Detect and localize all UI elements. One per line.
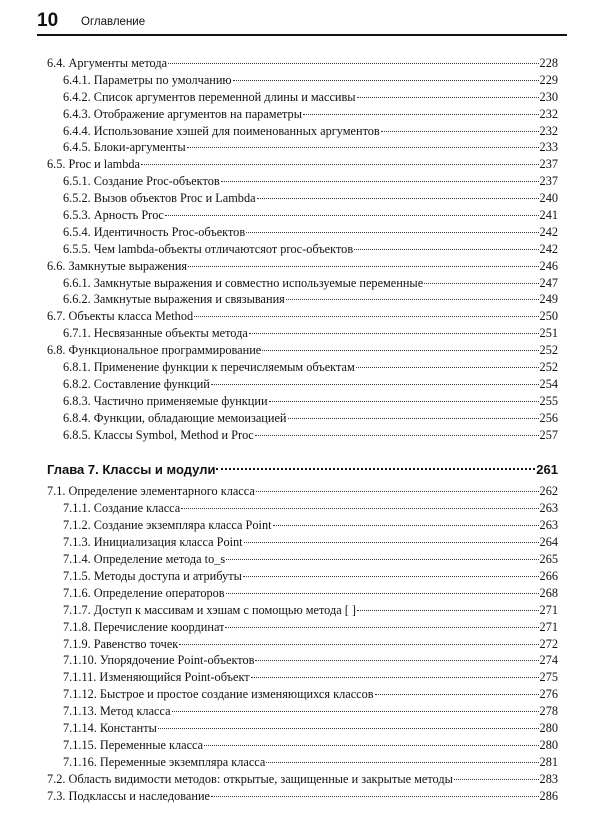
toc-section-chapter-7: [47, 483, 558, 804]
toc-entry-title: 7.1.10. Упорядочение Point-объектов: [63, 653, 255, 668]
toc-entry-title: 6.8. Функциональное программирование: [47, 343, 262, 358]
toc-entry-page: 228: [539, 56, 558, 70]
toc-entry[interactable]: [47, 123, 558, 140]
toc-entry[interactable]: [47, 342, 558, 359]
toc-entry-page: 252: [539, 360, 558, 375]
toc-entry[interactable]: [47, 551, 558, 568]
toc-dot-leader: [204, 745, 538, 746]
toc-entry-title: 7.1.1. Создание класса: [63, 501, 181, 516]
toc-entry[interactable]: [47, 224, 558, 241]
toc-entry-page: 272: [539, 636, 558, 651]
toc-entry-title: 7.1.8. Перечисление координат: [63, 619, 225, 634]
toc-entry-page: 271: [539, 619, 558, 634]
toc-entry[interactable]: [47, 534, 558, 551]
toc-section-chapter-6: [47, 55, 558, 443]
toc-entry[interactable]: [47, 291, 558, 308]
toc-chapter-page: 261: [536, 462, 558, 478]
toc-entry[interactable]: [47, 669, 558, 686]
page-header: [37, 10, 567, 36]
toc-entry-title: 7.1.16. Переменные экземпляра класса: [63, 754, 266, 769]
toc-entry-title: 7.1. Определение элементарного класса: [47, 484, 255, 499]
toc-entry-page: 278: [539, 704, 558, 719]
toc-dot-leader: [257, 198, 539, 199]
toc-dot-leader: [172, 711, 539, 712]
toc-entry[interactable]: [47, 258, 558, 275]
toc-entry-title: 7.1.4. Определение метода to_s: [63, 552, 226, 567]
toc-entry-page: 280: [539, 720, 558, 735]
toc-entry-page: 274: [539, 653, 558, 668]
toc-dot-leader: [243, 576, 539, 577]
toc-entry-title: 6.4.1. Параметры по умолчанию: [63, 72, 232, 87]
toc-dot-leader: [179, 644, 538, 645]
toc-dot-leader: [226, 559, 538, 560]
toc-dot-leader: [244, 542, 539, 543]
toc-dot-leader: [168, 63, 538, 64]
toc-entry[interactable]: [47, 788, 558, 805]
toc-entry-title: 6.4.5. Блоки-аргументы: [63, 140, 186, 155]
toc-entry-page: 252: [539, 343, 558, 358]
toc-entry-page: 232: [539, 123, 558, 138]
toc-entry-title: 6.6. Замкнутые выражения: [47, 258, 188, 273]
toc-dot-leader: [233, 80, 539, 81]
toc-dot-leader: [273, 525, 539, 526]
toc-entry-page: 262: [539, 484, 558, 499]
page-number: 10: [37, 10, 59, 31]
toc-dot-leader: [165, 215, 539, 216]
toc-entry[interactable]: [47, 207, 558, 224]
toc-entry-page: 246: [539, 258, 558, 273]
toc-entry[interactable]: [47, 585, 558, 602]
toc-entry[interactable]: [47, 483, 558, 500]
toc-entry-page: 266: [539, 568, 558, 583]
toc-entry-page: 281: [539, 754, 558, 769]
toc-dot-leader: [216, 468, 535, 470]
toc-entry-title: 7.1.15. Переменные класса: [63, 737, 204, 752]
toc-entry[interactable]: [47, 517, 558, 534]
toc-entry[interactable]: [47, 602, 558, 619]
toc-entry-title: 6.5.1. Создание Proc-объектов: [63, 174, 220, 189]
toc-dot-leader: [255, 435, 539, 436]
toc-entry-page: 233: [539, 140, 558, 155]
toc-dot-leader: [354, 249, 538, 250]
toc-dot-leader: [256, 491, 539, 492]
toc-entry-page: 263: [539, 501, 558, 516]
toc-entry-title: 6.7. Объекты класса Method: [47, 309, 194, 324]
toc-entry[interactable]: [47, 139, 558, 156]
toc-chapter-title: Глава 7. Классы и модули: [47, 462, 216, 478]
toc-entry-title: 6.5.3. Арность Proc: [63, 208, 164, 223]
toc-entry-page: 264: [539, 535, 558, 550]
toc-entry-title: 6.8.1. Применение функции к перечисляемым объектам: [63, 360, 355, 375]
toc-dot-leader: [286, 299, 539, 300]
toc-dot-leader: [269, 401, 539, 402]
toc-dot-leader: [356, 367, 539, 368]
toc-entry-page: 251: [539, 326, 558, 341]
toc-dot-leader: [251, 677, 539, 678]
toc-entry-page: 237: [539, 157, 558, 172]
running-title: Оглавление: [81, 16, 146, 28]
toc-entry[interactable]: [47, 619, 558, 636]
toc-entry-page: 247: [539, 275, 558, 290]
toc-entry-title: 6.5.4. Идентичность Proc-объектов: [63, 224, 246, 239]
toc-entry-title: 6.4.3. Отображение аргументов на параметры: [63, 106, 302, 121]
toc-entry[interactable]: [47, 771, 558, 788]
toc-entry-page: 229: [539, 72, 558, 87]
toc-entry-title: 6.5.2. Вызов объектов Proc и Lambda: [63, 191, 256, 206]
toc-entry-page: 254: [539, 376, 558, 391]
toc-entry[interactable]: [47, 754, 558, 771]
toc-dot-leader: [288, 418, 539, 419]
toc-entry-page: 241: [539, 208, 558, 223]
toc-entry-title: 6.7.1. Несвязанные объекты метода: [63, 326, 248, 341]
toc-entry[interactable]: [47, 173, 558, 190]
toc-entry-title: 7.1.13. Метод класса: [63, 704, 171, 719]
toc-entry-title: 6.6.2. Замкнутые выражения и связывания: [63, 292, 285, 307]
toc-entry[interactable]: [47, 55, 558, 72]
toc-entry-page: 283: [539, 771, 558, 786]
toc-entry[interactable]: [47, 568, 558, 585]
toc-dot-leader: [187, 147, 539, 148]
toc-entry-page: 240: [539, 191, 558, 206]
toc-dot-leader: [158, 728, 539, 729]
toc-entry-title: 7.3. Подклассы и наследование: [47, 788, 210, 803]
toc-entry-title: 6.4.2. Список аргументов переменной длины и массивы: [63, 89, 356, 104]
toc-dot-leader: [246, 232, 538, 233]
toc-dot-leader: [266, 762, 538, 763]
toc-entry-page: 280: [539, 737, 558, 752]
toc-entry-page: 286: [539, 788, 558, 803]
toc-dot-leader: [255, 660, 538, 661]
toc-entry[interactable]: [47, 89, 558, 106]
toc-dot-leader: [424, 283, 538, 284]
toc-entry[interactable]: [47, 359, 558, 376]
toc-entry[interactable]: [47, 737, 558, 754]
toc-entry-page: 268: [539, 585, 558, 600]
toc-chapter-heading[interactable]: [47, 461, 558, 479]
toc-entry[interactable]: [47, 427, 558, 444]
toc-entry-title: 6.4.4. Использование хэшей для поименованных аргументов: [63, 123, 380, 138]
toc-entry[interactable]: [47, 241, 558, 258]
toc-entry[interactable]: [47, 190, 558, 207]
toc-dot-leader: [357, 97, 539, 98]
toc-entry-page: 242: [539, 224, 558, 239]
toc-entry[interactable]: [47, 156, 558, 173]
toc-entry-title: 6.8.5. Классы Symbol, Method и Proc: [63, 427, 254, 442]
table-of-contents: [47, 55, 558, 804]
toc-entry[interactable]: [47, 703, 558, 720]
toc-dot-leader: [375, 694, 539, 695]
toc-entry[interactable]: [47, 72, 558, 89]
toc-entry[interactable]: [47, 393, 558, 410]
toc-entry-page: 263: [539, 518, 558, 533]
toc-entry-title: 7.1.5. Методы доступа и атрибуты: [63, 568, 242, 583]
toc-dot-leader: [211, 384, 539, 385]
toc-entry-title: 6.4. Аргументы метода: [47, 56, 168, 70]
toc-entry-title: 6.6.1. Замкнутые выражения и совместно используемые переменные: [63, 275, 424, 290]
toc-entry-page: 276: [539, 687, 558, 702]
toc-entry[interactable]: [47, 652, 558, 669]
toc-entry-page: 265: [539, 552, 558, 567]
toc-dot-leader: [211, 796, 539, 797]
toc-dot-leader: [454, 779, 539, 780]
toc-dot-leader: [225, 627, 538, 628]
toc-dot-leader: [188, 266, 538, 267]
toc-entry-page: 230: [539, 89, 558, 104]
toc-entry-title: 7.2. Область видимости методов: открытые, защищенные и закрытые методы: [47, 771, 453, 786]
toc-entry-title: 7.1.12. Быстрое и простое создание изменяющихся классов: [63, 687, 374, 702]
toc-entry-title: 7.1.11. Изменяющийся Point-объект: [63, 670, 250, 685]
toc-entry[interactable]: [47, 410, 558, 427]
toc-entry-page: 242: [539, 241, 558, 256]
toc-entry[interactable]: [47, 686, 558, 703]
toc-dot-leader: [226, 593, 539, 594]
toc-entry-title: 6.8.3. Частично применяемые функции: [63, 393, 268, 408]
toc-entry[interactable]: [47, 106, 558, 123]
toc-entry-page: 255: [539, 393, 558, 408]
toc-entry-title: 7.1.9. Равенство точек: [63, 636, 179, 651]
toc-dot-leader: [249, 333, 539, 334]
toc-entry-page: 232: [539, 106, 558, 121]
toc-entry-page: 237: [539, 174, 558, 189]
toc-entry[interactable]: [47, 720, 558, 737]
toc-dot-leader: [381, 131, 539, 132]
toc-entry-title: 7.1.6. Определение операторов: [63, 585, 225, 600]
toc-dot-leader: [221, 181, 539, 182]
toc-entry-title: 7.1.14. Константы: [63, 720, 157, 735]
toc-entry-title: 7.1.7. Доступ к массивам и хэшам с помощью метода [ ]: [63, 602, 357, 617]
toc-dot-leader: [262, 350, 538, 351]
toc-dot-leader: [194, 316, 538, 317]
toc-entry-title: 7.1.2. Создание экземпляра класса Point: [63, 518, 272, 533]
toc-entry-page: 275: [539, 670, 558, 685]
toc-entry-page: 256: [539, 410, 558, 425]
toc-entry[interactable]: [47, 275, 558, 292]
toc-entry-title: 7.1.3. Инициализация класса Point: [63, 535, 243, 550]
toc-entry-page: 249: [539, 292, 558, 307]
toc-entry[interactable]: [47, 325, 558, 342]
toc-dot-leader: [141, 164, 539, 165]
toc-entry-title: 6.8.4. Функции, обладающие мемоизацией: [63, 410, 287, 425]
toc-entry[interactable]: [47, 500, 558, 517]
toc-entry-title: 6.5. Proc и lambda: [47, 157, 140, 172]
toc-entry[interactable]: [47, 376, 558, 393]
toc-entry-title: 6.8.2. Составление функций: [63, 376, 210, 391]
toc-dot-leader: [181, 508, 538, 509]
toc-entry[interactable]: [47, 636, 558, 653]
toc-entry-page: 250: [539, 309, 558, 324]
toc-entry-page: 257: [539, 427, 558, 442]
toc-entry[interactable]: [47, 308, 558, 325]
toc-entry-page: 271: [539, 602, 558, 617]
toc-dot-leader: [303, 114, 539, 115]
toc-entry-title: 6.5.5. Чем lambda-объекты отличаютсяот proc-объектов: [63, 241, 354, 256]
toc-dot-leader: [357, 610, 539, 611]
